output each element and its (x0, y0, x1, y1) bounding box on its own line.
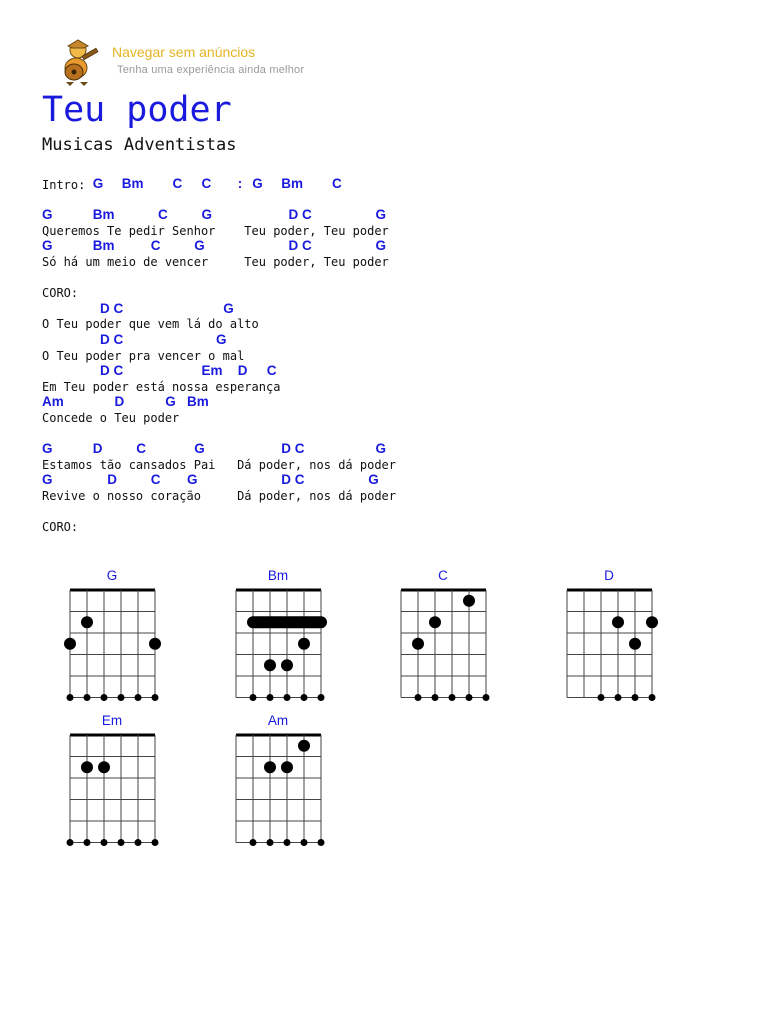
chord-symbol[interactable]: Bm (92, 207, 115, 223)
chord-symbol[interactable]: D C (100, 363, 124, 379)
chord-symbol[interactable]: G (375, 441, 387, 457)
string-played-marker (483, 694, 490, 701)
chord-symbol[interactable]: G (194, 441, 205, 457)
nut (567, 589, 652, 592)
chord-symbol[interactable]: D (237, 363, 248, 379)
promo-subtitle: Tenha uma experiência ainda melhor (117, 64, 305, 76)
finger-dot (629, 638, 641, 650)
section-label: CORO: (42, 520, 79, 535)
finger-dot (412, 638, 424, 650)
chord-symbol[interactable]: G (42, 441, 53, 457)
string-played-marker (267, 839, 274, 846)
chord-symbol[interactable]: D C (281, 441, 305, 457)
fretboard (60, 731, 164, 851)
chord-symbol[interactable]: G (42, 238, 53, 254)
chord-symbol[interactable]: C (136, 441, 146, 457)
string-played-marker (284, 694, 291, 701)
chord-diagram-name: Bm (267, 568, 289, 583)
chord-symbol[interactable]: C (266, 363, 277, 379)
chord-symbol[interactable]: C (158, 207, 168, 223)
string-played-marker (67, 694, 74, 701)
chord-symbol[interactable]: G (375, 238, 387, 254)
intro-chord[interactable]: Bm (121, 176, 144, 191)
finger-dot (149, 638, 161, 650)
chord-symbol[interactable]: C (150, 238, 161, 254)
finger-dot (81, 761, 93, 773)
string-played-marker (84, 694, 91, 701)
finger-dot (429, 616, 441, 628)
chord-symbol[interactable]: D (114, 394, 125, 410)
chord-diagram-bm[interactable] (226, 568, 330, 698)
lyric-line: Em Teu poder está nossa esperança (42, 379, 281, 394)
chord-symbol[interactable]: G (42, 472, 53, 488)
finger-dot (81, 616, 93, 628)
chord-diagram-name: C (438, 568, 448, 583)
chord-diagram-d[interactable] (557, 568, 661, 698)
intro-chord[interactable]: G (252, 176, 263, 191)
finger-dot (281, 659, 293, 671)
lyric-line: Concede o Teu poder (42, 411, 180, 425)
ad-free-promo[interactable] (54, 38, 374, 88)
string-played-marker (250, 694, 257, 701)
string-played-marker (301, 839, 308, 846)
nut (401, 589, 486, 592)
finger-dot (264, 761, 276, 773)
string-played-marker (135, 694, 142, 701)
finger-dot (264, 659, 276, 671)
string-played-marker (649, 694, 656, 701)
string-played-marker (301, 694, 308, 701)
chord-diagram-name: Em (101, 713, 123, 728)
lyric-line: Estamos tão cansados Pai Dá poder, nos dá poder (42, 457, 397, 472)
section-label: CORO: (42, 286, 79, 301)
string-played-marker (449, 694, 456, 701)
string-played-marker (415, 694, 422, 701)
chord-diagram-g[interactable] (60, 568, 164, 698)
string-played-marker (118, 839, 125, 846)
chord-symbol[interactable]: C (150, 472, 161, 488)
nut (70, 589, 155, 592)
fretboard (226, 586, 330, 706)
promo-title[interactable]: Navegar sem anúncios (112, 44, 256, 60)
chord-symbol[interactable]: D C (288, 207, 312, 223)
string-played-marker (615, 694, 622, 701)
chord-diagram-am[interactable] (226, 713, 330, 843)
chord-symbol[interactable]: D (92, 441, 103, 457)
chord-symbol[interactable]: D C (100, 300, 124, 316)
finger-dot (98, 761, 110, 773)
intro-line (42, 176, 342, 192)
string-played-marker (67, 839, 74, 846)
chord-symbol[interactable]: G (375, 207, 387, 223)
finger-dot (298, 740, 310, 752)
lyric-line: Revive o nosso coração Dá poder, nos dá poder (42, 489, 397, 503)
chord-diagram-em[interactable] (60, 713, 164, 843)
chord-symbol[interactable]: Em (201, 363, 223, 379)
string-played-marker (101, 839, 108, 846)
string-played-marker (84, 839, 91, 846)
lyric-line: O Teu poder que vem lá do alto (42, 317, 259, 332)
string-played-marker (432, 694, 439, 701)
chord-symbol[interactable]: G (194, 238, 205, 254)
chord-symbol[interactable]: Bm (187, 394, 209, 410)
chord-symbol[interactable]: G (165, 394, 176, 410)
chord-diagram-name: G (106, 568, 118, 583)
intro-label: Intro: (42, 178, 86, 192)
string-played-marker (152, 839, 159, 846)
lyric-line: Queremos Te pedir Senhor Teu poder, Teu poder (42, 223, 389, 238)
intro-chord[interactable]: G (92, 176, 104, 191)
string-played-marker (632, 694, 639, 701)
finger-dot (646, 616, 658, 628)
intro-chord[interactable]: C (332, 176, 342, 191)
nut (70, 734, 155, 737)
song-title: Teu poder (42, 90, 232, 130)
intro-chord[interactable]: C (201, 176, 212, 191)
string-played-marker (318, 694, 325, 701)
chord-symbol[interactable]: Am (42, 394, 64, 410)
guitar-player-mascot-icon (54, 38, 104, 88)
fretboard (60, 586, 164, 706)
chord-symbol[interactable]: G (42, 207, 53, 223)
chord-symbol[interactable]: Bm (92, 238, 115, 254)
nut (236, 589, 321, 592)
string-played-marker (318, 839, 325, 846)
chord-symbol[interactable]: G (201, 207, 213, 223)
string-played-marker (598, 694, 605, 701)
fretboard (557, 586, 661, 706)
intro-chord[interactable]: Bm (281, 176, 304, 191)
chord-symbol[interactable]: D (107, 472, 117, 488)
string-played-marker (135, 839, 142, 846)
finger-dot (612, 616, 624, 628)
chord-diagram-name: D (604, 568, 614, 583)
finger-dot (281, 761, 293, 773)
artist-name[interactable]: Musicas Adventistas (42, 135, 237, 155)
nut (236, 734, 321, 737)
chord-symbol[interactable]: G (368, 472, 379, 488)
string-played-marker (284, 839, 291, 846)
string-played-marker (466, 694, 473, 701)
fretboard (391, 586, 495, 706)
intro-chord[interactable]: C (172, 176, 183, 191)
chord-symbol[interactable]: D C (288, 238, 312, 254)
chord-symbol[interactable]: G (187, 472, 198, 488)
chord-symbol[interactable]: D C (281, 472, 305, 488)
fretboard (226, 731, 330, 851)
finger-dot (64, 638, 76, 650)
lyric-line: O Teu poder pra vencer o mal (42, 348, 245, 363)
chord-symbol[interactable]: G (216, 332, 227, 347)
string-played-marker (118, 694, 125, 701)
finger-dot (463, 595, 475, 607)
chord-symbol[interactable]: G (223, 300, 234, 316)
string-played-marker (267, 694, 274, 701)
finger-dot (298, 638, 310, 650)
string-played-marker (101, 694, 108, 701)
string-played-marker (152, 694, 159, 701)
chord-symbol[interactable]: D C (100, 332, 124, 347)
lyric-line: Só há um meio de vencer Teu poder, Teu poder (42, 255, 389, 269)
string-played-marker (250, 839, 257, 846)
chord-diagram-c[interactable] (391, 568, 495, 698)
barre-marker (247, 616, 327, 628)
intro-chord[interactable]: : (237, 176, 243, 191)
chord-diagram-name: Am (267, 713, 289, 728)
